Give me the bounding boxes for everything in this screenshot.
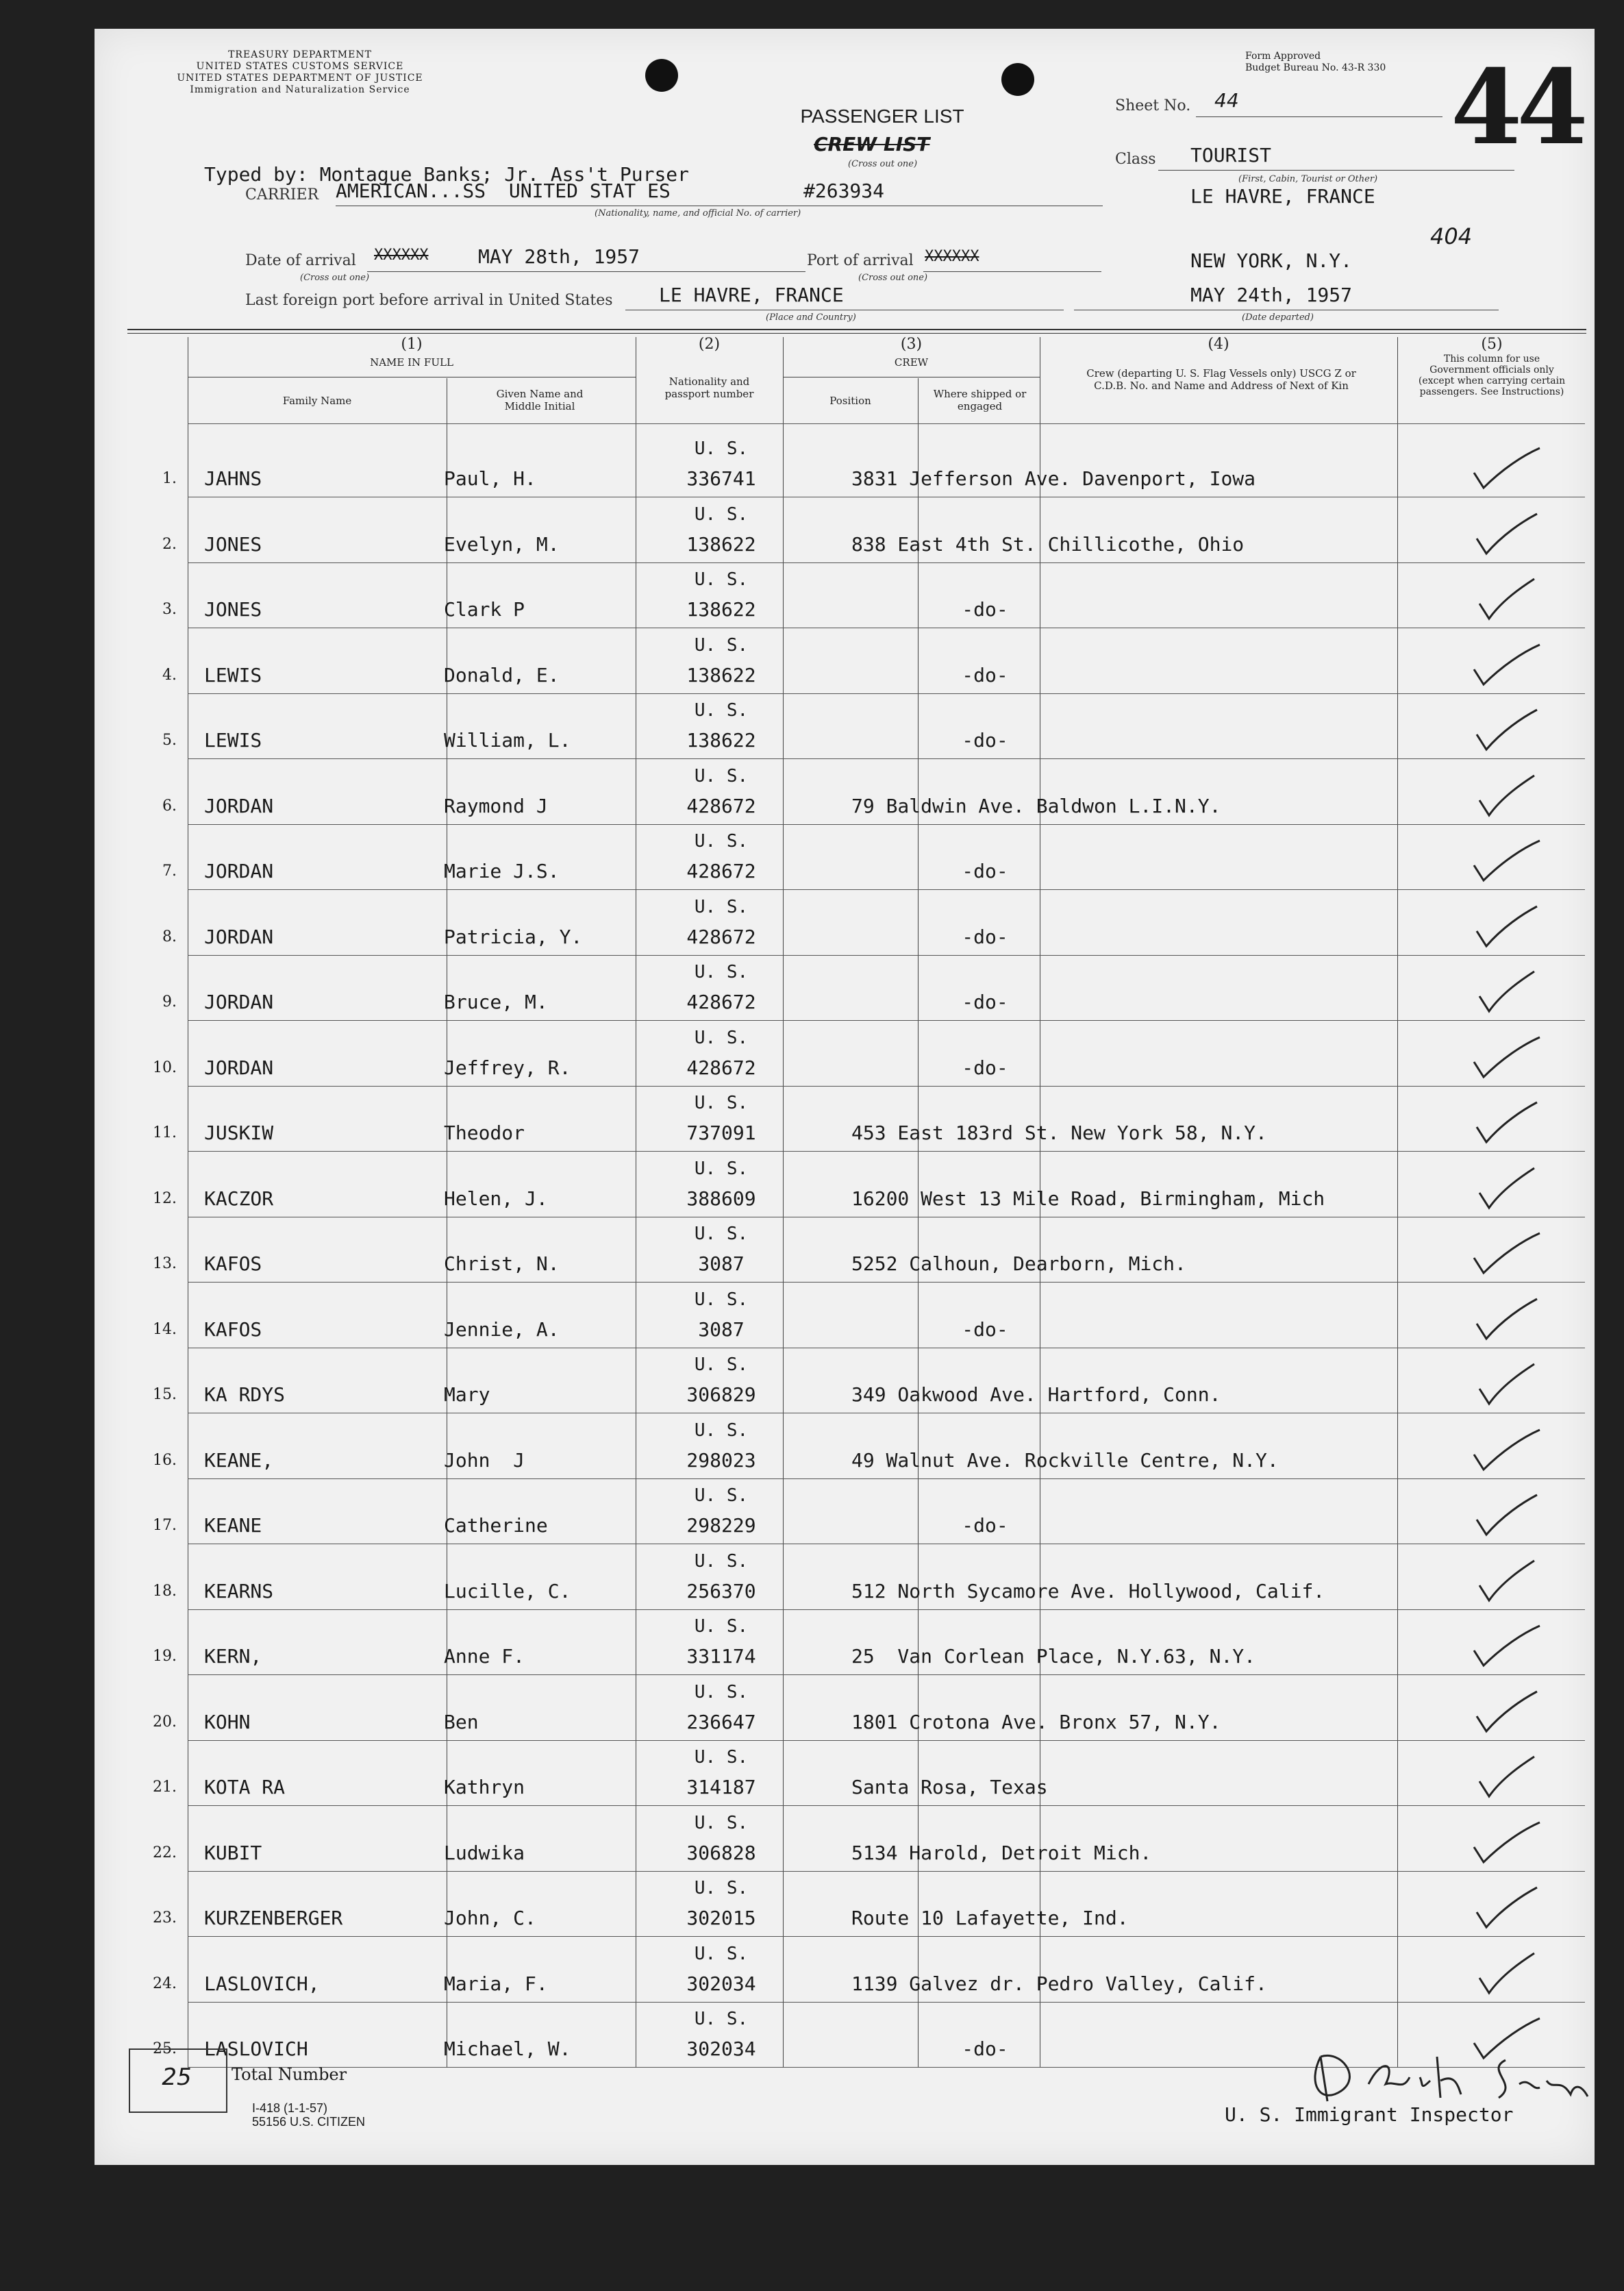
nationality: U. S. bbox=[694, 504, 749, 525]
nationality: U. S. bbox=[694, 1027, 749, 1048]
nationality: U. S. bbox=[694, 1485, 749, 1506]
check-mark-icon bbox=[1464, 1035, 1547, 1082]
ditto-mark: -do- bbox=[962, 925, 1008, 948]
date-arrival-caption: (Cross out one) bbox=[300, 273, 370, 283]
check-mark-icon bbox=[1464, 1820, 1547, 1868]
col1-number: (1) bbox=[401, 336, 423, 353]
table-row bbox=[95, 891, 1595, 956]
form-code bbox=[252, 2101, 365, 2129]
crew-header: CREW bbox=[894, 356, 929, 369]
table-row bbox=[95, 1415, 1595, 1480]
passport-number: 3087 bbox=[698, 1252, 745, 1275]
passport-number: 138622 bbox=[686, 532, 756, 556]
row-rule bbox=[188, 1478, 1585, 1479]
check-mark-icon bbox=[1464, 1689, 1547, 1737]
nationality: U. S. bbox=[694, 962, 749, 982]
port-arrival-label: Port of arrival bbox=[807, 252, 914, 269]
passport-number: 737091 bbox=[686, 1122, 756, 1144]
row-rule bbox=[188, 1871, 1585, 1872]
row-number: 3. bbox=[162, 601, 177, 618]
family-name: JORDAN bbox=[204, 991, 274, 1013]
given-name: Mary bbox=[444, 1383, 490, 1406]
last-port-value: LE HAVRE, FRANCE bbox=[659, 284, 844, 306]
class-value: TOURIST bbox=[1190, 144, 1272, 166]
family-name: KEANE, bbox=[204, 1448, 274, 1472]
row-rule bbox=[188, 1151, 1585, 1152]
family-name: KEARNS bbox=[204, 1579, 274, 1602]
row-rule bbox=[188, 889, 1585, 890]
row-rule bbox=[188, 1936, 1585, 1937]
row-number: 13. bbox=[153, 1255, 177, 1272]
header-bottom-rule bbox=[188, 423, 1585, 424]
port-arrival-crossed: XXXXXX bbox=[925, 248, 979, 265]
table-row bbox=[95, 1807, 1595, 1872]
given-name: Ludwika bbox=[444, 1841, 525, 1864]
nationality: U. S. bbox=[694, 569, 749, 590]
passport-number: 306828 bbox=[686, 1841, 756, 1864]
given-name: Clark P bbox=[444, 598, 525, 621]
row-rule bbox=[188, 758, 1585, 759]
next-of-kin-address: 3831 Jefferson Ave. Davenport, Iowa bbox=[851, 467, 1256, 490]
family-name: KAFOS bbox=[204, 1317, 262, 1341]
row-number: 6. bbox=[162, 797, 177, 815]
check-mark-icon bbox=[1464, 1623, 1547, 1671]
passport-number: 138622 bbox=[686, 598, 756, 621]
carrier-number: #263934 bbox=[803, 179, 885, 202]
passport-number: 236647 bbox=[686, 1710, 756, 1733]
family-name: KOHN bbox=[204, 1710, 251, 1733]
class-caption: (First, Cabin, Tourist or Other) bbox=[1238, 174, 1378, 184]
nationality: U. S. bbox=[694, 831, 749, 852]
nationality: U. S. bbox=[694, 438, 749, 459]
nationality: U. S. bbox=[694, 1354, 749, 1375]
check-mark-icon bbox=[1464, 1165, 1547, 1213]
row-number: 11. bbox=[153, 1124, 177, 1141]
check-mark-icon bbox=[1464, 511, 1547, 559]
agency-line: UNITED STATES DEPARTMENT OF JUSTICE bbox=[177, 73, 423, 84]
table-row bbox=[95, 1546, 1595, 1611]
next-of-kin-address: 5252 Calhoun, Dearborn, Mich. bbox=[851, 1252, 1186, 1275]
check-mark-icon bbox=[1464, 1754, 1547, 1802]
nationality: U. S. bbox=[694, 1550, 749, 1572]
row-rule bbox=[188, 1020, 1585, 1021]
given-name: Bruce, M. bbox=[444, 991, 548, 1013]
nationality: U. S. bbox=[694, 1224, 749, 1244]
next-of-kin-header: Crew (departing U. S. Flag Vessels only) USCG Z or C.D.B. No. and Name and Address of Next of Kin bbox=[1086, 367, 1356, 392]
row-number: 9. bbox=[162, 993, 177, 1011]
row-number: 2. bbox=[162, 535, 177, 553]
date-arrival-underline bbox=[367, 271, 805, 272]
ditto-mark: -do- bbox=[962, 598, 1008, 621]
row-rule bbox=[188, 562, 1585, 563]
family-name-header: Family Name bbox=[282, 395, 352, 407]
inspector-signature bbox=[1300, 2036, 1595, 2112]
given-name: John, C. bbox=[444, 1907, 536, 1929]
nationality: U. S. bbox=[694, 1093, 749, 1113]
row-number: 14. bbox=[153, 1320, 177, 1338]
nationality: U. S. bbox=[694, 634, 749, 656]
table-row bbox=[95, 1218, 1595, 1283]
row-number: 24. bbox=[153, 1974, 177, 1992]
next-of-kin-address: 453 East 183rd St. New York 58, N.Y. bbox=[851, 1122, 1267, 1144]
passport-number: 302015 bbox=[686, 1907, 756, 1929]
next-of-kin-address: 838 East 4th St. Chillicothe, Ohio bbox=[851, 532, 1245, 556]
table-top-rule bbox=[127, 329, 1586, 330]
passport-number: 428672 bbox=[686, 794, 756, 817]
next-of-kin-address: 512 North Sycamore Ave. Hollywood, Calif. bbox=[851, 1579, 1325, 1602]
next-of-kin-address: Route 10 Lafayette, Ind. bbox=[851, 1907, 1129, 1929]
given-name: Paul, H. bbox=[444, 467, 536, 490]
given-name: Evelyn, M. bbox=[444, 532, 560, 556]
position-header: Position bbox=[829, 395, 871, 407]
family-name: JUSKIW bbox=[204, 1122, 274, 1144]
check-mark-icon bbox=[1464, 969, 1547, 1017]
given-name: Patricia, Y. bbox=[444, 925, 583, 948]
given-name: Marie J.S. bbox=[444, 860, 560, 882]
given-name: Maria, F. bbox=[444, 1972, 548, 1995]
check-mark-icon bbox=[1464, 445, 1547, 493]
row-number: 20. bbox=[153, 1713, 177, 1731]
table-row bbox=[95, 1349, 1595, 1414]
check-mark-icon bbox=[1464, 707, 1547, 755]
check-mark-icon bbox=[1464, 1100, 1547, 1148]
table-row bbox=[95, 1480, 1595, 1545]
col2-number: (2) bbox=[698, 336, 721, 353]
passport-number: 428672 bbox=[686, 925, 756, 948]
table-row bbox=[95, 1872, 1595, 1937]
family-name: LEWIS bbox=[204, 663, 262, 686]
nationality-header: Nationality and passport number bbox=[664, 375, 754, 400]
table-row bbox=[95, 1284, 1595, 1349]
check-mark-icon bbox=[1464, 838, 1547, 886]
table-row bbox=[95, 1676, 1595, 1742]
col3-number: (3) bbox=[900, 336, 923, 353]
ditto-mark: -do- bbox=[962, 2038, 1008, 2060]
row-number: 7. bbox=[162, 863, 177, 880]
passport-number: 298023 bbox=[686, 1448, 756, 1472]
crew-list-handwritten: CREW LIST bbox=[814, 133, 930, 156]
family-name: LEWIS bbox=[204, 729, 262, 752]
family-name: LASLOVICH bbox=[204, 2038, 308, 2060]
punch-hole-left bbox=[645, 59, 678, 92]
table-row bbox=[95, 433, 1595, 498]
given-name: Kathryn bbox=[444, 1776, 525, 1798]
sheet-underline bbox=[1196, 116, 1442, 117]
table-top-rule-2 bbox=[127, 333, 1586, 334]
carrier-caption: (Nationality, name, and official No. of carrier) bbox=[595, 208, 801, 219]
port-of-arrival: NEW YORK, N.Y. bbox=[1190, 249, 1353, 272]
given-name-header: Given Name and Middle Initial bbox=[496, 388, 584, 412]
cross-out-caption: (Cross out one) bbox=[848, 159, 918, 169]
date-arrival-value: MAY 28th, 1957 bbox=[478, 245, 640, 268]
given-name: Michael, W. bbox=[444, 2038, 571, 2060]
col5-number: (5) bbox=[1481, 336, 1503, 353]
ditto-mark: -do- bbox=[962, 729, 1008, 752]
family-name: KAFOS bbox=[204, 1252, 262, 1275]
page-reference: 404 bbox=[1430, 223, 1473, 249]
carrier-label: CARRIER bbox=[245, 186, 319, 203]
row-number: 19. bbox=[153, 1648, 177, 1665]
family-name: JORDAN bbox=[204, 794, 274, 817]
family-name: KUBIT bbox=[204, 1841, 262, 1864]
shipped-header: Where shipped or engaged bbox=[933, 388, 1027, 412]
table-row bbox=[95, 695, 1595, 760]
ditto-mark: -do- bbox=[962, 1056, 1008, 1079]
last-port-label: Last foreign port before arrival in United States bbox=[245, 292, 613, 309]
row-number: 17. bbox=[153, 1517, 177, 1534]
check-mark-icon bbox=[1464, 1885, 1547, 1933]
check-mark-icon bbox=[1464, 1558, 1547, 1606]
port-arrival-underline bbox=[923, 271, 1101, 272]
citizen-note: 55156 U.S. CITIZEN bbox=[252, 2115, 366, 2129]
passport-number: 428672 bbox=[686, 1056, 756, 1079]
row-rule bbox=[188, 1805, 1585, 1806]
table-row bbox=[95, 1938, 1595, 2003]
family-name: LASLOVICH, bbox=[204, 1972, 320, 1995]
table-row bbox=[95, 630, 1595, 695]
class-underline bbox=[1158, 170, 1514, 171]
next-of-kin-address: 1139 Galvez dr. Pedro Valley, Calif. bbox=[851, 1972, 1267, 1995]
check-mark-icon bbox=[1464, 1230, 1547, 1278]
check-mark-icon bbox=[1464, 1361, 1547, 1409]
family-name: KOTA RA bbox=[204, 1776, 286, 1798]
nationality: U. S. bbox=[694, 1747, 749, 1768]
family-name: JONES bbox=[204, 598, 262, 621]
family-name: JONES bbox=[204, 532, 262, 556]
next-of-kin-address: 79 Baldwin Ave. Baldwon L.I.N.Y. bbox=[851, 794, 1221, 817]
next-of-kin-address: 49 Walnut Ave. Rockville Centre, N.Y. bbox=[851, 1448, 1279, 1472]
form-title: PASSENGER LIST bbox=[800, 106, 964, 127]
passport-number: 331174 bbox=[686, 1645, 756, 1668]
passport-number: 256370 bbox=[686, 1579, 756, 1602]
punch-hole-right bbox=[1001, 63, 1034, 96]
table-row bbox=[95, 760, 1595, 826]
row-rule bbox=[188, 1086, 1585, 1087]
stamped-sheet-number: 44 bbox=[1451, 47, 1583, 168]
row-rule bbox=[188, 1609, 1585, 1610]
row-rule bbox=[188, 824, 1585, 825]
given-name: Theodor bbox=[444, 1122, 525, 1144]
table-row bbox=[95, 1611, 1595, 1676]
family-name: KERN, bbox=[204, 1645, 262, 1668]
check-mark-icon bbox=[1464, 1492, 1547, 1540]
nationality: U. S. bbox=[694, 1616, 749, 1637]
ditto-mark: -do- bbox=[962, 663, 1008, 686]
given-name: Jennie, A. bbox=[444, 1317, 560, 1341]
check-mark-icon bbox=[1464, 1296, 1547, 1344]
officials-header: This column for use Government officials only (except when carrying certain passengers. See Instructions) bbox=[1418, 354, 1566, 397]
given-name: Helen, J. bbox=[444, 1187, 548, 1210]
ditto-mark: -do- bbox=[962, 1514, 1008, 1537]
date-departed-caption: (Date departed) bbox=[1242, 312, 1314, 323]
next-of-kin-address: Santa Rosa, Texas bbox=[851, 1776, 1048, 1798]
agency-line: TREASURY DEPARTMENT bbox=[228, 49, 372, 60]
family-name: KEANE bbox=[204, 1514, 262, 1537]
form-approval-note bbox=[1245, 51, 1386, 74]
passport-number: 138622 bbox=[686, 729, 756, 752]
family-name: JORDAN bbox=[204, 925, 274, 948]
row-number: 12. bbox=[153, 1189, 177, 1207]
family-name: KA RDYS bbox=[204, 1383, 286, 1406]
port-arrival-caption: (Cross out one) bbox=[858, 273, 928, 283]
form-approved-label: Form Approved bbox=[1245, 51, 1321, 62]
row-number: 15. bbox=[153, 1386, 177, 1403]
family-name: JORDAN bbox=[204, 860, 274, 882]
given-name: Lucille, C. bbox=[444, 1579, 571, 1602]
nationality: U. S. bbox=[694, 2009, 749, 2029]
row-number: 23. bbox=[153, 1909, 177, 1927]
family-name: JORDAN bbox=[204, 1056, 274, 1079]
agency-line: Immigration and Naturalization Service bbox=[190, 84, 410, 95]
table-row bbox=[95, 1022, 1595, 1087]
given-name: Ben bbox=[444, 1710, 479, 1733]
passport-number: 302034 bbox=[686, 1972, 756, 1995]
given-name: Jeffrey, R. bbox=[444, 1056, 571, 1079]
passport-number: 336741 bbox=[686, 467, 756, 490]
form-number: I-418 (1-1-57) bbox=[252, 2101, 328, 2115]
given-name: Donald, E. bbox=[444, 663, 560, 686]
row-number: 18. bbox=[153, 1582, 177, 1600]
row-number: 5. bbox=[162, 732, 177, 749]
given-name: John J bbox=[444, 1448, 525, 1472]
nationality: U. S. bbox=[694, 765, 749, 787]
passport-number: 388609 bbox=[686, 1187, 756, 1210]
next-of-kin-address: 349 Oakwood Ave. Hartford, Conn. bbox=[851, 1383, 1221, 1406]
next-of-kin-address: 1801 Crotona Ave. Bronx 57, N.Y. bbox=[851, 1710, 1221, 1733]
nationality: U. S. bbox=[694, 1289, 749, 1310]
table-row bbox=[95, 1087, 1595, 1152]
nationality: U. S. bbox=[694, 1158, 749, 1179]
passport-number: 298229 bbox=[686, 1514, 756, 1537]
last-port-caption: (Place and Country) bbox=[766, 312, 856, 323]
given-name: Raymond J bbox=[444, 794, 548, 817]
nationality: U. S. bbox=[694, 1878, 749, 1898]
nationality: U. S. bbox=[694, 1420, 749, 1441]
row-rule bbox=[188, 955, 1585, 956]
sheet-number: 44 bbox=[1214, 89, 1239, 112]
table-row bbox=[95, 1153, 1595, 1218]
row-rule bbox=[188, 1674, 1585, 1675]
table-row bbox=[95, 564, 1595, 629]
given-name: Anne F. bbox=[444, 1645, 525, 1668]
row-number: 16. bbox=[153, 1451, 177, 1469]
row-number: 25. bbox=[153, 2040, 177, 2057]
passport-number: 3087 bbox=[698, 1317, 745, 1341]
table-row bbox=[95, 1742, 1595, 1807]
next-of-kin-address: 5134 Harold, Detroit Mich. bbox=[851, 1841, 1152, 1864]
check-mark-icon bbox=[1464, 1951, 1547, 1998]
given-name: William, L. bbox=[444, 729, 571, 752]
passport-number: 138622 bbox=[686, 663, 756, 686]
passport-number: 428672 bbox=[686, 991, 756, 1013]
total-count: 25 bbox=[162, 2064, 192, 2091]
passport-number: 428672 bbox=[686, 860, 756, 882]
date-departed: MAY 24th, 1957 bbox=[1190, 284, 1353, 306]
row-number: 1. bbox=[162, 470, 177, 487]
given-name: Christ, N. bbox=[444, 1252, 560, 1275]
nationality: U. S. bbox=[694, 1943, 749, 1964]
next-of-kin-address: 16200 West 13 Mile Road, Birmingham, Mich bbox=[851, 1187, 1325, 1210]
class-label: Class bbox=[1115, 151, 1156, 168]
row-rule bbox=[188, 2002, 1585, 2003]
row-number: 22. bbox=[153, 1844, 177, 1861]
check-mark-icon bbox=[1464, 642, 1547, 690]
ditto-mark: -do- bbox=[962, 1317, 1008, 1341]
row-rule bbox=[188, 693, 1585, 694]
total-label: Total Number bbox=[232, 2065, 347, 2084]
check-mark-icon bbox=[1464, 576, 1547, 624]
next-of-kin-address: 25 Van Corlean Place, N.Y.63, N.Y. bbox=[851, 1645, 1256, 1668]
family-name: JAHNS bbox=[204, 467, 262, 490]
carrier-name: AMERICAN...SS UNITED STAT ES bbox=[336, 179, 671, 202]
table-row bbox=[95, 956, 1595, 1021]
typed-by-line: Typed by: Montague Banks; Jr. Ass't Purser bbox=[204, 163, 690, 186]
budget-bureau-number: Budget Bureau No. 43-R 330 bbox=[1245, 62, 1386, 73]
given-name: Catherine bbox=[444, 1514, 548, 1537]
passport-number: 302034 bbox=[686, 2038, 756, 2060]
col4-number: (4) bbox=[1208, 336, 1229, 353]
departure-port: LE HAVRE, FRANCE bbox=[1190, 185, 1375, 208]
col1-title: NAME IN FULL bbox=[370, 356, 453, 369]
nationality: U. S. bbox=[694, 700, 749, 721]
row-number: 10. bbox=[153, 1058, 177, 1076]
nationality: U. S. bbox=[694, 1812, 749, 1833]
row-number: 4. bbox=[162, 666, 177, 684]
inspector-title: U. S. Immigrant Inspector bbox=[1225, 2103, 1514, 2126]
date-arrival-crossed: XXXXXX bbox=[374, 247, 429, 264]
nationality: U. S. bbox=[694, 1681, 749, 1702]
table-row bbox=[95, 499, 1595, 564]
check-mark-icon bbox=[1464, 1427, 1547, 1475]
ditto-mark: -do- bbox=[962, 991, 1008, 1013]
row-number: 21. bbox=[153, 1779, 177, 1796]
ditto-mark: -do- bbox=[962, 860, 1008, 882]
agency-block bbox=[95, 49, 505, 96]
check-mark-icon bbox=[1464, 773, 1547, 821]
family-name: KACZOR bbox=[204, 1187, 274, 1210]
family-name: KURZENBERGER bbox=[204, 1907, 343, 1929]
row-rule bbox=[188, 1740, 1585, 1741]
passport-number: 314187 bbox=[686, 1776, 756, 1798]
passport-number: 306829 bbox=[686, 1383, 756, 1406]
row-rule bbox=[188, 1282, 1585, 1283]
nationality: U. S. bbox=[694, 896, 749, 917]
sheet-label: Sheet No. bbox=[1115, 97, 1191, 114]
table-row bbox=[95, 826, 1595, 891]
agency-line: UNITED STATES CUSTOMS SERVICE bbox=[196, 61, 404, 72]
date-arrival-label: Date of arrival bbox=[245, 252, 356, 269]
row-number: 8. bbox=[162, 928, 177, 945]
check-mark-icon bbox=[1464, 904, 1547, 952]
passenger-list-form bbox=[95, 29, 1595, 2165]
